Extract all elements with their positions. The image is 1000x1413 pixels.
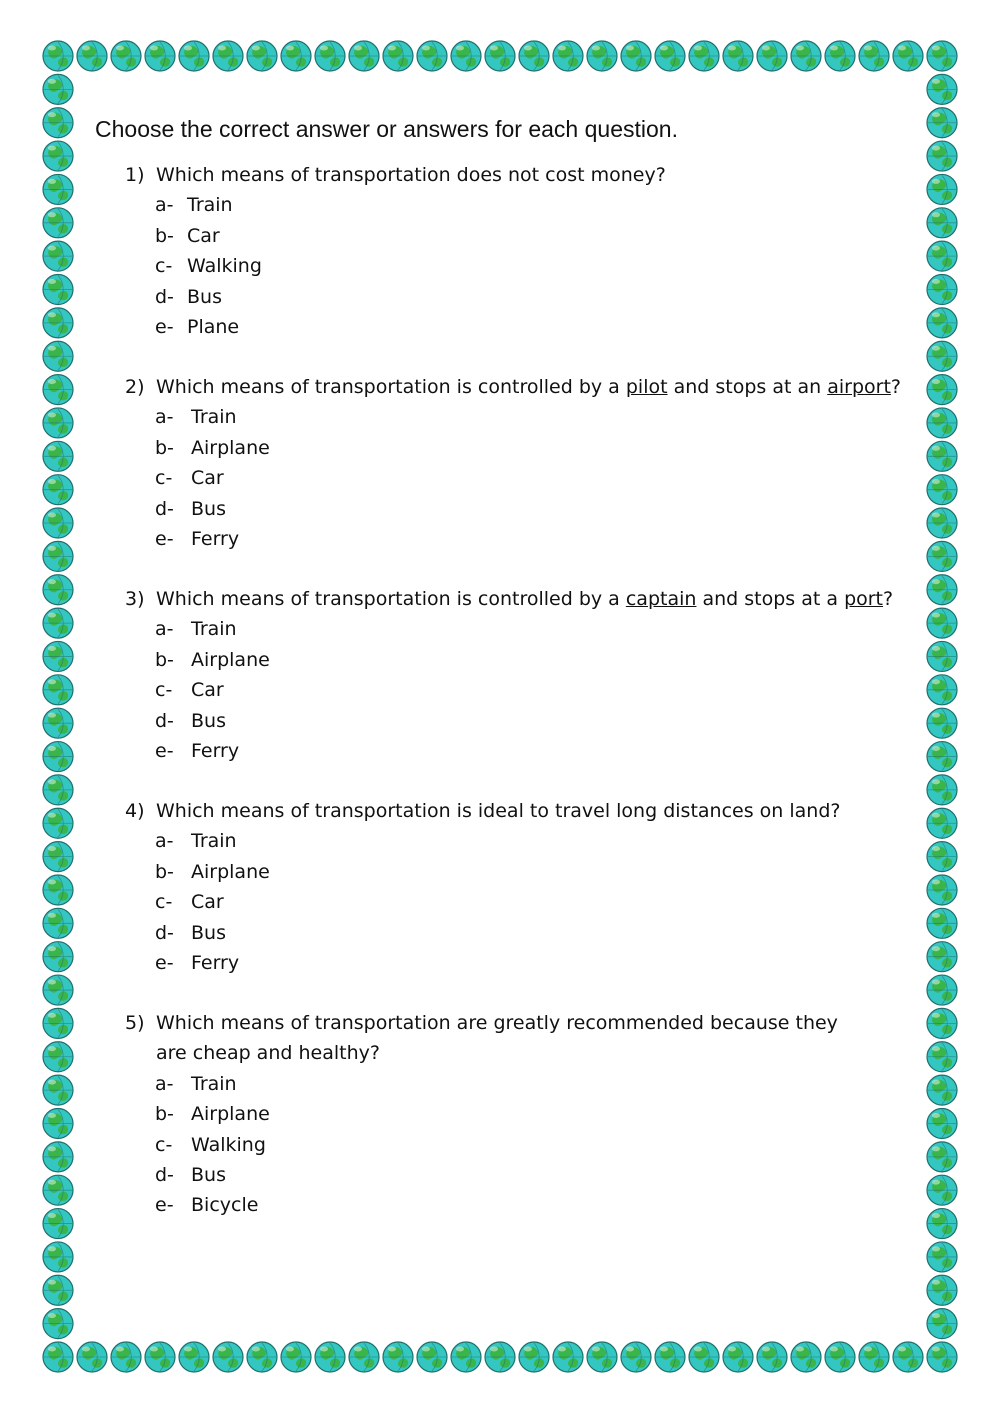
globe-icon [757,41,787,71]
globe-icon [383,1342,413,1372]
globe-icon [757,1342,787,1372]
globe-icon [43,641,73,671]
option-text: Ferry [191,952,240,975]
globe-icon [927,942,957,972]
question-number: 3) [125,588,145,610]
option-letter: c- [155,255,173,278]
globe-icon [43,174,73,204]
option-letter: a- [155,194,174,217]
globe-icon [893,41,923,71]
globe-icon [927,708,957,738]
globe-icon [43,308,73,338]
globe-icon [281,41,311,71]
globe-icon [43,1275,73,1305]
globe-icon [43,1108,73,1138]
option-letter: e- [155,528,174,551]
globe-icon [417,1342,447,1372]
globe-icon [43,208,73,238]
globe-icon [927,341,957,371]
option-letter: e- [155,952,174,975]
globe-icon [859,1342,889,1372]
question-5 [125,1008,845,1221]
globe-icon [927,74,957,104]
globe-icon [43,775,73,805]
option-letter: d- [155,497,174,520]
globe-icon [43,608,73,638]
globe-icon [43,1175,73,1205]
globe-icon [927,1142,957,1172]
globe-icon [655,1342,685,1372]
option-letter: a- [155,1072,174,1095]
globe-icon [43,908,73,938]
question-text: Which means of transportation are greatly recommended because they are cheap and healthy? [156,1012,838,1065]
question-1 [125,160,925,342]
globe-icon [859,41,889,71]
option-b[interactable] [155,645,925,675]
option-d[interactable] [155,494,925,524]
option-text: Car [191,891,224,914]
globe-icon [179,41,209,71]
globe-icon [43,575,73,605]
option-letter: c- [155,679,173,702]
option-d[interactable] [155,918,925,948]
option-letter: d- [155,709,174,732]
question-2 [125,372,925,554]
option-letter: b- [155,1103,174,1126]
globe-icon [247,41,277,71]
globe-icon [111,41,141,71]
globe-icon [927,108,957,138]
globe-icon [927,441,957,471]
option-text: Walking [187,255,262,278]
globe-icon [927,1342,957,1372]
globe-icon [43,975,73,1005]
keyword-airport: airport [827,376,891,398]
globe-icon [43,275,73,305]
option-letter: d- [155,285,174,308]
globe-icon [315,41,345,71]
globe-icon [43,108,73,138]
globe-icon [519,1342,549,1372]
option-letter: a- [155,618,174,641]
globe-icon [927,408,957,438]
globe-icon [825,41,855,71]
globe-icon [553,1342,583,1372]
globe-icon [689,41,719,71]
globe-icon [77,1342,107,1372]
globe-icon [791,41,821,71]
option-letter: e- [155,316,174,339]
globe-icon [43,675,73,705]
globe-icon [43,708,73,738]
globe-icon [145,1342,175,1372]
globe-icon [621,1342,651,1372]
globe-icon [349,1342,379,1372]
globe-icon [43,842,73,872]
option-letter: b- [155,648,174,671]
globe-icon [179,1342,209,1372]
globe-icon [519,41,549,71]
globe-icon [43,375,73,405]
question-number: 5) [125,1012,145,1034]
globe-icon [247,1342,277,1372]
globe-icon [927,375,957,405]
globe-icon [927,641,957,671]
option-letter: a- [155,830,174,853]
option-c[interactable] [155,675,925,705]
globe-icon [723,1342,753,1372]
option-b[interactable] [155,221,925,251]
globe-icon [927,1042,957,1072]
globe-icon [927,875,957,905]
globe-icon [281,1342,311,1372]
globe-icon [927,1275,957,1305]
question-4 [125,796,925,978]
globe-icon [43,1309,73,1339]
option-text: Bus [191,709,226,732]
option-e[interactable] [155,948,925,978]
globe-icon [587,1342,617,1372]
globe-icon [689,1342,719,1372]
option-letter: b- [155,224,174,247]
option-letter: e- [155,1194,174,1217]
globe-icon [553,41,583,71]
option-text: Bus [187,285,222,308]
globe-icon [43,875,73,905]
option-letter: a- [155,406,174,429]
globe-icon [927,275,957,305]
option-text: Airplane [191,860,270,883]
globe-icon [43,41,73,71]
globe-icon [723,41,753,71]
option-c[interactable] [155,463,925,493]
globe-icon [927,208,957,238]
option-b[interactable] [155,433,925,463]
option-text: Train [191,1072,237,1095]
globe-icon [43,942,73,972]
globe-icon [43,241,73,271]
option-letter: b- [155,860,174,883]
option-letter: c- [155,891,173,914]
option-d[interactable] [155,282,925,312]
option-text: Car [191,679,224,702]
option-e[interactable] [155,736,925,766]
globe-icon [213,1342,243,1372]
globe-icon [655,41,685,71]
option-d[interactable] [155,1160,845,1190]
globe-icon [77,41,107,71]
globe-icon [621,41,651,71]
option-b[interactable] [155,857,925,887]
option-text: Train [191,406,237,429]
option-letter: b- [155,436,174,459]
globe-icon [43,808,73,838]
globe-icon [349,41,379,71]
globe-icon [927,508,957,538]
globe-icon [927,1309,957,1339]
globe-icon [927,41,957,71]
globe-icon [927,975,957,1005]
globe-icon [43,742,73,772]
globe-icon [927,608,957,638]
globe-icon [927,808,957,838]
globe-icon [43,1342,73,1372]
globe-icon [927,475,957,505]
globe-icon [791,1342,821,1372]
option-text: Airplane [191,648,270,671]
option-letter: d- [155,1164,174,1187]
globe-icon [417,41,447,71]
option-text: Train [191,618,237,641]
globe-icon [43,1242,73,1272]
globe-icon [43,541,73,571]
question-number: 1) [125,164,145,186]
keyword-captain: captain [625,588,697,610]
option-a[interactable] [155,614,925,644]
option-text: Plane [187,316,240,339]
globe-icon [927,541,957,571]
globe-icon [587,41,617,71]
keyword-port: port [844,588,884,610]
globe-icon [927,1242,957,1272]
globe-icon [927,1008,957,1038]
option-c[interactable] [155,1130,845,1160]
option-text: Ferry [191,740,240,763]
globe-icon [825,1342,855,1372]
globe-icon [43,441,73,471]
option-text: Airplane [191,1103,270,1126]
globe-icon [43,1075,73,1105]
option-c[interactable] [155,251,925,281]
globe-icon [43,1209,73,1239]
option-text: Walking [191,1133,266,1156]
question-text: Which means of transportation is controlled by a pilot and stops at an airport? [156,376,901,398]
globe-icon [43,508,73,538]
globe-icon [383,41,413,71]
globe-icon [43,1008,73,1038]
globe-icon [927,308,957,338]
question-number: 2) [125,376,145,398]
option-text: Car [191,467,224,490]
question-3 [125,584,925,766]
globe-icon [485,41,515,71]
option-text: Bicycle [191,1194,259,1217]
option-letter: e- [155,740,174,763]
option-text: Bus [191,497,226,520]
globe-icon [927,1175,957,1205]
globe-icon [927,1209,957,1239]
globe-icon [213,41,243,71]
option-letter: c- [155,467,173,490]
globe-icon [927,575,957,605]
option-text: Train [187,194,233,217]
option-text: Car [187,224,220,247]
globe-icon [43,74,73,104]
globe-icon [927,742,957,772]
option-e[interactable] [155,1190,845,1220]
option-e[interactable] [155,524,925,554]
option-a[interactable] [155,190,925,220]
globe-icon [927,1075,957,1105]
question-text: Which means of transportation does not cost money? [156,164,666,186]
globe-icon [451,41,481,71]
option-text: Bus [191,921,226,944]
globe-icon [43,141,73,171]
option-text: Bus [191,1164,226,1187]
instructions-heading: Choose the correct answer or answers for each question. [95,116,678,142]
globe-icon [927,675,957,705]
question-text: Which means of transportation is ideal to travel long distances on land? [156,800,841,822]
globe-icon [893,1342,923,1372]
option-e[interactable] [155,312,925,342]
globe-icon [315,1342,345,1372]
option-c[interactable] [155,887,925,917]
option-text: Train [191,830,237,853]
globe-icon [927,141,957,171]
globe-icon [145,41,175,71]
globe-icon [927,1108,957,1138]
globe-icon [43,408,73,438]
option-text: Ferry [191,528,240,551]
globe-icon [43,475,73,505]
question-text: Which means of transportation is controlled by a captain and stops at a port? [156,588,894,610]
globe-icon [927,174,957,204]
question-number: 4) [125,800,145,822]
globe-icon [927,241,957,271]
globe-icon [485,1342,515,1372]
option-d[interactable] [155,706,925,736]
globe-icon [43,341,73,371]
option-text: Airplane [191,436,270,459]
option-letter: d- [155,921,174,944]
option-a[interactable] [155,1069,845,1099]
globe-icon [927,842,957,872]
option-letter: c- [155,1133,173,1156]
globe-icon [111,1342,141,1372]
option-a[interactable] [155,402,925,432]
globe-icon [927,775,957,805]
globe-icon [43,1042,73,1072]
option-b[interactable] [155,1099,845,1129]
keyword-pilot: pilot [625,376,668,398]
globe-icon [43,1142,73,1172]
option-a[interactable] [155,826,925,856]
globe-icon [451,1342,481,1372]
globe-icon [927,908,957,938]
